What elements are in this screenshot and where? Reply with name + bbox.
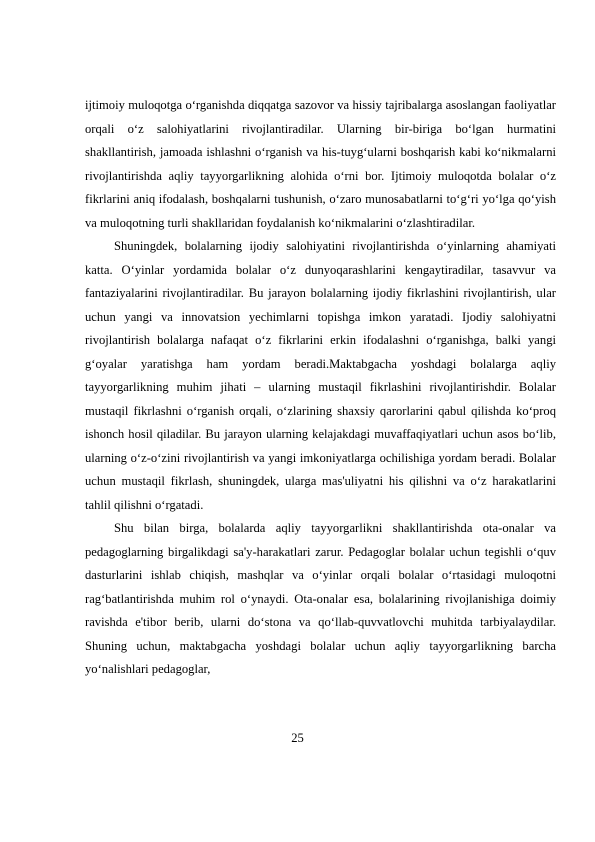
paragraph-creative-potential: Shuningdek, bolalarning ijodiy salohiyatini rivojlantirishda o‘yinlarning ahamiyati katta. O‘yinlar yordamida bolalar o‘z dunyoqarashlarini kengaytiradilar, tasavvur va fantaziyalarini rivojlantiradilar. Bu jarayon bolalarning ijodiy fikrlashini rivojlantirish, ular uchun yangi va innovatsion yechimlarni topishga imkon yaratadi. Ijodiy salohiyatni rivojlantirish bolalarga nafaqat o‘z fikrlarini erkin ifodalashni o‘rganishga, balki yangi g‘oyalar yaratishga ham yordam beradi.Maktabgacha yoshdagi bolalarga aqliy tayyorgarlikning muhim jihati – ularning mustaqil fikrlashini rivojlantirishdir. Bolalar mustaqil fikrlashni o‘rganish orqali, o‘zlarining shaxsiy qarorlarini qabul qilishda ko‘proq ishonch hosil qiladilar. Bu jarayon ularning kelajakdagi muvaffaqiyatlari uchun asos bo‘lib, ularning o‘z-o‘zini rivojlantirish va yangi imkoniyatlarga ochilishiga yordam beradi. Bolalar uchun mustaqil fikrlash, shuningdek, ularga mas'uliyatni his qilishni va o‘z harakatlarini tahlil qilishni o‘rgatadi. — [85, 239, 556, 512]
paragraph-continuation: ijtimoiy muloqotga o‘rganishda diqqatga sazovor va hissiy tajribalarga asoslangan faoliyatlar orqali o‘z salohiyatlarini rivojlantiradilar. Ularning bir-biriga bo‘lgan hurmatini shakllantirish, jamoada ishlashni o‘rganish va his-tuyg‘ularni boshqarish kabi ko‘nikmalarni rivojlantirishda aqliy tayyorgarlikning alohida o‘rni bor. Ijtimoiy muloqotda bolalar o‘z fikrlarini aniq ifodalash, boshqalarni tushunish, o‘zaro munosabatlarni to‘g‘ri yo‘lga qo‘yish va muloqotning turli shakllaridan foydalanish ko‘nikmalarini o‘zlashtiradilar. — [85, 98, 556, 230]
page-number: 25 — [291, 731, 304, 745]
body-text — [85, 94, 556, 682]
paragraph-parents-pedagogues: Shu bilan birga, bolalarda aqliy tayyorgarlikni shakllantirishda ota-onalar va pedagoglarning birgalikdagi sa'y-harakatlari zarur. Pedagoglar bolalar uchun tegishli o‘quv dasturlarini ishlab chiqish, mashqlar va o‘yinlar orqali bolalar o‘rtasidagi muloqotni rag‘batlantirishda muhim rol o‘ynaydi. Ota-onalar esa, bolalarining rivojlanishiga doimiy ravishda e'tibor berib, ularni do‘stona va qo‘llab-quvvatlovchi muhitda tarbiyalaydilar. Shuning uchun, maktabgacha yoshdagi bolalar uchun aqliy tayyorgarlikning barcha yo‘nalishlari pedagoglar, — [85, 521, 556, 676]
